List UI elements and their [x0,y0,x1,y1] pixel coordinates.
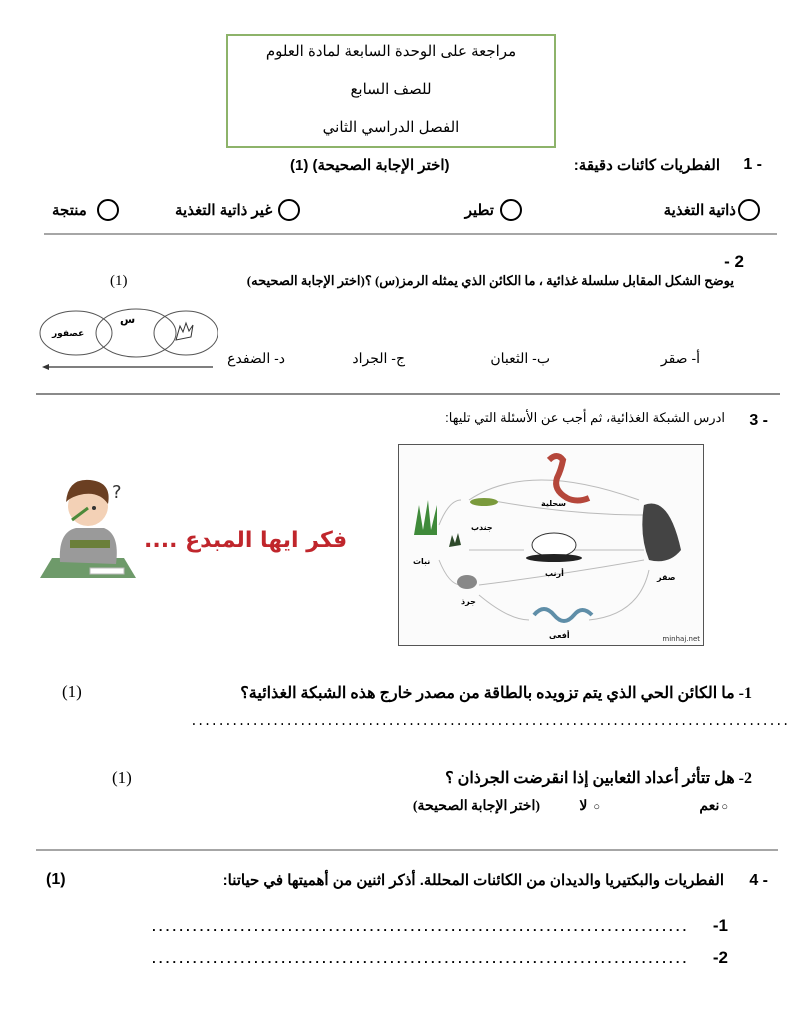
rabbit-shadow [526,554,582,562]
q4-question: الفطريات والبكتيريا والديدان من الكائنات المحللة. أذكر اثنين من أهميتها في حياتنا: [222,872,724,889]
food-web-label-snake: أفعى [549,631,570,640]
rat-icon [457,575,477,589]
q1-option-4-label: منتجة [52,202,87,219]
q1-option-2[interactable] [465,199,522,221]
q2-mark: (1) [110,273,128,289]
q4-number: 4 - [749,872,768,889]
snake-icon [534,609,592,621]
falcon-icon [642,503,681,561]
think-banner: فكر ايها المبدع .... [144,528,348,553]
food-web-watermark: minhaj.net [662,635,700,643]
food-web-label-falcon: صقر [657,573,676,582]
q1-question: الفطريات كائنات دقيقة: [573,157,720,174]
plant-icon [414,500,437,535]
q3-sub2-option-yes[interactable] [699,798,728,815]
header-semester: الفصل الدراسي الثاني [322,119,460,136]
q1-instruction: (اختر الإجابة الصحيحة) (1) [290,157,450,174]
q1-option-3-label: غير ذاتية التغذية [175,202,273,219]
sweater-stripe [70,540,110,548]
small-plant-icon [449,533,461,547]
food-web-label-lizard: سحلية [541,499,567,508]
section-divider [36,849,778,851]
q3-sub2-option-yes-label: نعم [699,799,720,814]
q3-question: ادرس الشبكة الغذائية، ثم أجب عن الأسئلة التي تليها: [445,410,725,425]
q2-option-d[interactable]: د- الضفدع [227,350,285,366]
radio-circle-icon[interactable] [738,199,760,221]
q2-question: يوضح الشكل المقابل سلسلة غذائية ، ما الكائن الذي يمثله الرمز(س) ؟(اختر الإجابة الصحيحه) [246,273,734,288]
q1-option-4[interactable] [52,199,119,221]
question-mark-icon: ? [112,482,122,503]
q4-mark: (1) [46,871,66,888]
arrow-head-icon [42,364,49,370]
food-web-svg [399,445,703,645]
section-divider [44,233,777,235]
eye-shape [92,506,96,510]
q2-number: - 2 [724,252,744,271]
q3-sub2-mark: (1) [112,768,132,787]
q3-sub1-mark: (1) [62,682,82,701]
food-web-image [398,444,704,646]
worksheet-header-box [226,34,556,148]
lizard-icon [549,456,589,501]
plant-icon [176,323,193,340]
q1-option-1-label: ذاتية التغذية [663,202,736,219]
x-symbol-label: س [120,313,136,326]
thinking-boy-illustration [38,472,138,582]
q1-number: 1 - [743,156,762,173]
radio-circle-icon[interactable] [500,199,522,221]
q1-option-1[interactable] [664,199,760,221]
q4-answer-2-line[interactable]: ............................................................................... [150,952,688,967]
paper-shape [90,568,124,574]
q3-sub2-option-no[interactable] [579,798,600,815]
q3-sub2-option-no-label: لا [579,799,588,814]
food-web-label-plant: نبات [413,557,431,566]
header-title: مراجعة على الوحدة السابعة لمادة العلوم [265,43,517,60]
q2-option-a[interactable]: أ- صقر [660,350,700,366]
radio-small-icon[interactable]: ○ [593,800,600,813]
sparrow-label: عصفور [52,329,85,339]
q2-option-c[interactable]: ج- الجراد [352,350,405,366]
radio-circle-icon[interactable] [97,199,119,221]
q3-sub2-instruction: (اختر الإجابة الصحيحة) [412,799,540,814]
x-circle [96,309,176,357]
q4-answer-1-line[interactable]: ............................................................................... [150,920,688,935]
thinking-boy-svg [38,472,138,582]
food-web-label-rat: جرذ [461,597,476,606]
section-divider [36,393,780,395]
q3-sub2-question: 2- هل تتأثر أعداد الثعابين إذا انقرضت الجرذان ؟ [445,770,752,787]
food-web-label-grasshopper: جندب [471,523,493,532]
q1-option-2-label: تطير [464,202,494,219]
q4-answer-2-label: -2 [712,948,728,967]
q1-option-3[interactable] [175,199,300,221]
q4-answer-1-label: -1 [712,916,728,935]
food-web-label-rabbit: أرنب [545,569,564,578]
q3-number: 3 - [749,412,768,429]
q3-sub1-answer-line[interactable]: ........................................................................................ [190,714,789,729]
header-grade: للصف السابع [350,81,432,98]
food-chain-diagram [38,305,218,375]
q3-sub1-question: 1- ما الكائن الحي الذي يتم تزويده بالطاقة من مصدر خارج هذه الشبكة الغذائية؟ [240,685,752,702]
plant-circle [154,311,218,355]
grasshopper-icon [470,498,498,506]
radio-small-icon[interactable]: ○ [721,800,728,813]
q2-option-b[interactable]: ب- الثعبان [490,350,550,366]
radio-circle-icon[interactable] [278,199,300,221]
rabbit-icon [532,533,576,557]
